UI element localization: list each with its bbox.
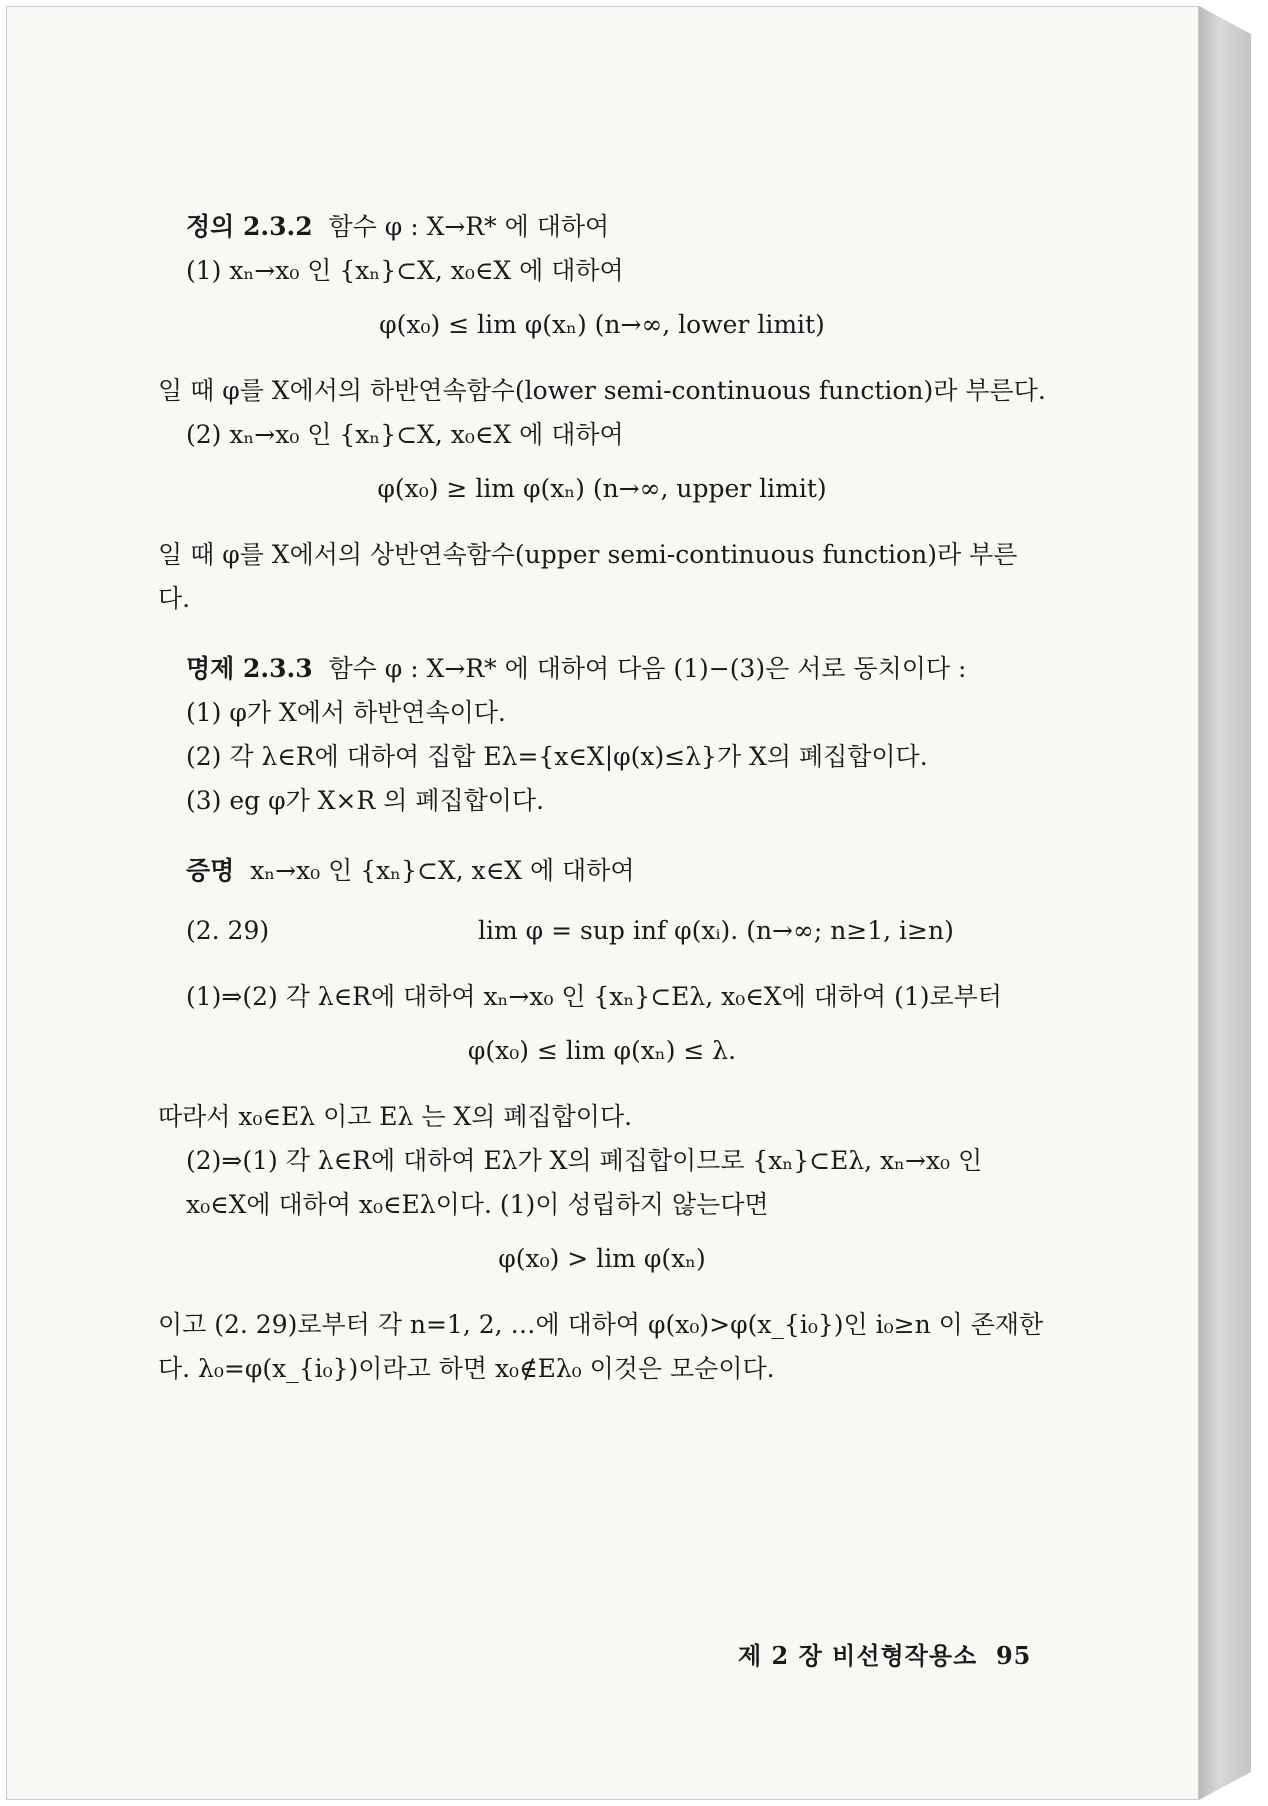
definition-item2-equation: φ(x₀) ≥ lim φ(xₙ) (n→∞, upper limit) xyxy=(377,474,827,503)
definition-item1-text: 일 때 φ를 X에서의 하반연속함수(lower semi-continuous function)라 부른다. xyxy=(158,376,1046,405)
chapter-title: 제 2 장 비선형작용소 xyxy=(738,1641,978,1670)
proof-step1-conclusion: 따라서 x₀∈Eλ 이고 Eλ 는 X의 폐집합이다. xyxy=(158,1102,633,1131)
proof-step1-condition: (1)⇒(2) 각 λ∈R에 대하여 xₙ→x₀ 인 {xₙ}⊂Eλ, x₀∈X에 대하여 (1)로부터 xyxy=(186,982,1002,1011)
proof-step1-equation: φ(x₀) ≤ lim φ(xₙ) ≤ λ. xyxy=(467,1036,737,1065)
definition-intro: 함수 φ : X→R* 에 대하여 xyxy=(328,212,610,241)
proposition-heading: 명제 2.3.3 xyxy=(186,654,313,683)
proposition-item-1: (1) φ가 X에서 하반연속이다. xyxy=(186,698,506,727)
proposition-intro: 함수 φ : X→R* 에 대하여 다음 (1)−(3)은 서로 동치이다 : xyxy=(328,654,967,683)
proof-step2-text: (2)⇒(1) 각 λ∈R에 대하여 Eλ가 X의 폐집합이므로 {xₙ}⊂Eλ, xₙ→x₀ 인 x₀∈X에 대하여 x₀∈Eλ이다. (1)이 성립하지 않는다면 xyxy=(186,1146,983,1219)
definition-item1-condition: (1) xₙ→x₀ 인 {xₙ}⊂X, x₀∈X 에 대하여 xyxy=(186,256,624,285)
page-content xyxy=(158,205,1046,1391)
proof-step2-equation: φ(x₀) > lim φ(xₙ) xyxy=(498,1244,706,1273)
page-footer xyxy=(738,1636,1031,1671)
proof-intro: xₙ→x₀ 인 {xₙ}⊂X, x∈X 에 대하여 xyxy=(250,856,635,885)
equation-2-29: lim φ = sup inf φ(xᵢ). (n→∞; n≥1, i≥n) xyxy=(478,916,954,945)
page-number: 95 xyxy=(995,1641,1032,1670)
proposition-item-2: (2) 각 λ∈R에 대하여 집합 Eλ={x∈X|φ(x)≤λ}가 X의 폐집합이다. xyxy=(186,742,928,771)
proof-heading: 증명 xyxy=(186,856,235,885)
proposition-block xyxy=(158,647,1046,823)
definition-heading: 정의 2.3.2 xyxy=(186,212,313,241)
page-edge xyxy=(1199,6,1251,1800)
definition-item1-equation: φ(x₀) ≤ lim φ(xₙ) (n→∞, lower limit) xyxy=(379,310,825,339)
definition-block xyxy=(158,205,1046,621)
proof-step2-conclusion: 이고 (2. 29)로부터 각 n=1, 2, …에 대하여 φ(x₀)>φ(x_{i₀})인 i₀≥n 이 존재한다. λ₀=φ(x_{i₀})이라고 하면 x₀∉Eλ₀ 이것은 모순이다. xyxy=(158,1310,1044,1383)
proof-block xyxy=(158,849,1046,1391)
equation-number-2-29: (2. 29) xyxy=(186,916,270,945)
definition-item2-text: 일 때 φ를 X에서의 상반연속함수(upper semi-continuous function)라 부른다. xyxy=(158,540,1018,613)
definition-item2-condition: (2) xₙ→x₀ 인 {xₙ}⊂X, x₀∈X 에 대하여 xyxy=(186,420,624,449)
proposition-item-3: (3) eg φ가 X×R 의 폐집합이다. xyxy=(186,786,545,815)
